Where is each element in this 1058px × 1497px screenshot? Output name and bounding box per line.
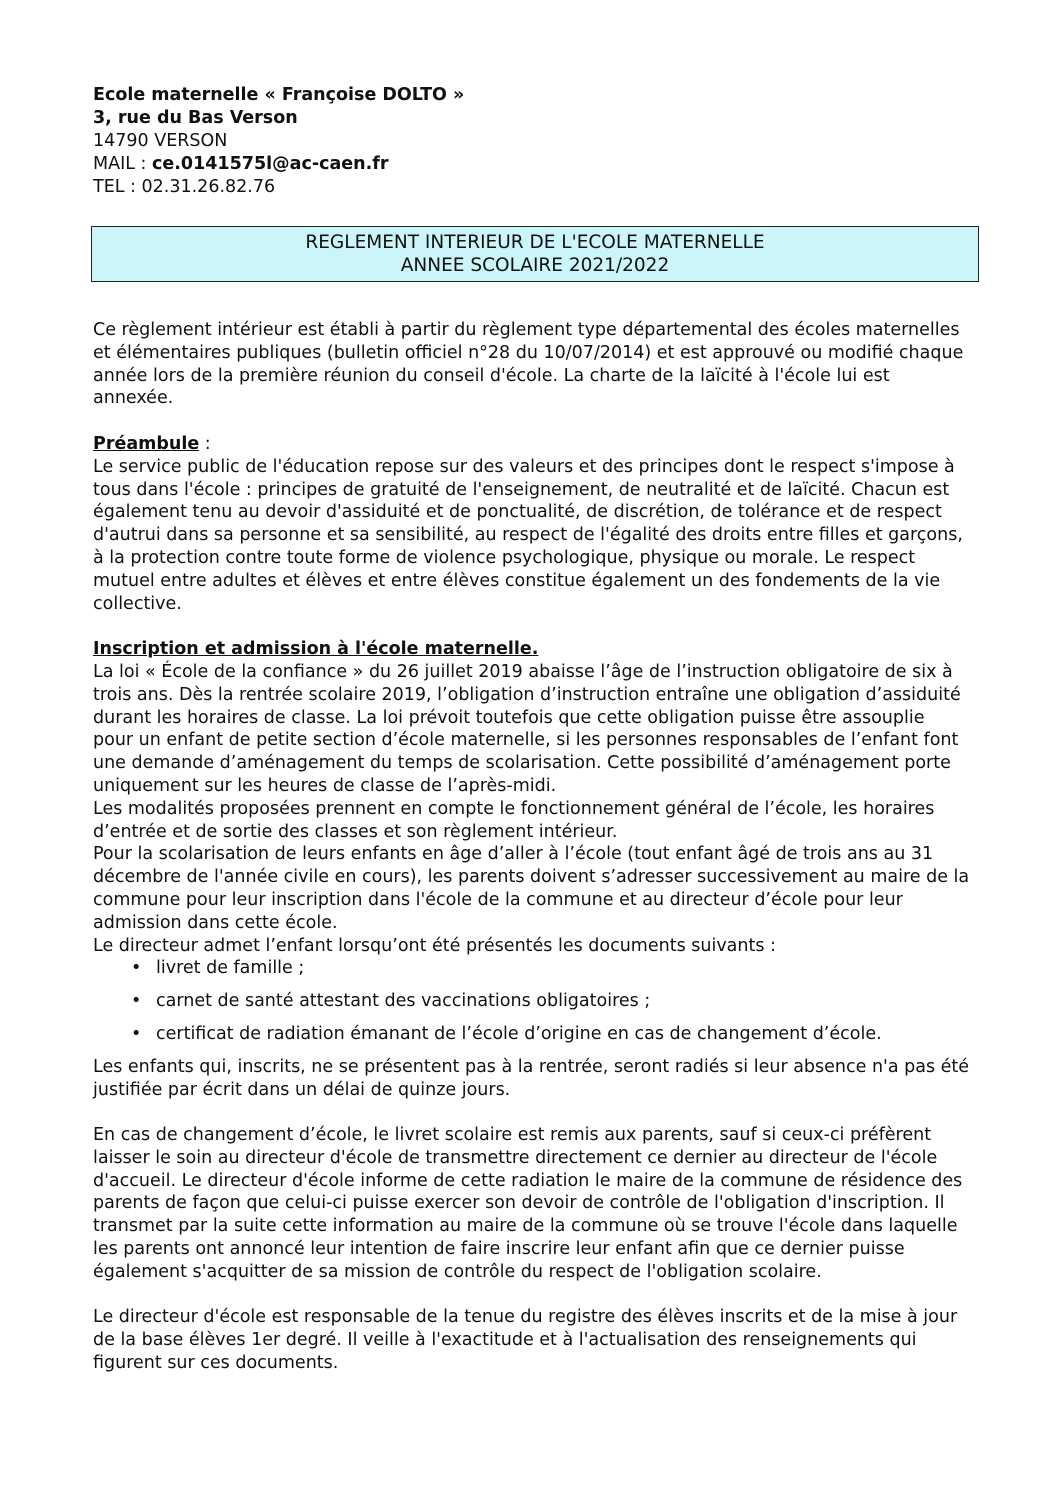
school-tel: TEL : 02.31.26.82.76 [93,177,276,197]
bullet-icon: • [131,1023,142,1044]
after-docs-line: Les enfants qui, inscrits, ne se présentent pas à la rentrée, seront radiés si leur absence n'a pas été [93,1056,970,1077]
inscription-line: La loi « École de la confiance » du 26 juillet 2019 abaisse l’âge de l’instruction obligatoire de six à [93,661,953,682]
preambule-line: Le service public de l'éducation repose sur des valeurs et des principes dont le respect s'impose à [93,456,955,477]
list-item [93,957,978,980]
document-body [93,319,978,1375]
intro-line: annexée. [93,388,174,409]
inscription-line: décembre de l'année civile en cours), les parents doivent s’adresser successivement au maire de la [93,867,970,888]
intro-line: Ce règlement intérieur est établi à partir du règlement type départemental des écoles maternelles [93,320,960,340]
preambule-heading-line [93,433,978,456]
school-header [93,84,464,199]
inscription-section [93,638,978,1375]
list-item [93,990,978,1013]
document-item-label: certificat de radiation émanant de l’école d’origine en cas de changement d’école. [156,1023,882,1044]
registre-line: Le directeur d'école est responsable de la tenue du registre des élèves inscrits et de la mise à jour [93,1307,958,1328]
inscription-line: durant les horaires de classe. La loi prévoit toutefois que cette obligation puisse être assouplie [93,707,925,728]
required-documents-list [93,957,978,1045]
changement-line: En cas de changement d’école, le livret scolaire est remis aux parents, sauf si ceux-ci préfèrent [93,1125,932,1146]
changement-line: également s'acquitter de sa mission de contrôle du respect de l'obligation scolaire. [93,1261,822,1282]
preambule-section [93,433,978,615]
preambule-heading: Préambule [93,433,200,454]
inscription-line: d’entrée et de sortie des classes et son règlement intérieur. [93,821,618,842]
school-city: 14790 VERSON [93,131,228,151]
intro-paragraph [93,319,978,410]
list-item [93,1023,978,1046]
preambule-line: à la protection contre toute forme de violence psychologique, physique ou morale. Le respect [93,547,916,568]
changement-line: d'accueil. Le directeur d'école informe de cette radiation le maire de la commune de résidence des [93,1170,963,1191]
inscription-line: Pour la scolarisation de leurs enfants en âge d’aller à l’école (tout enfant âgé de trois ans au 31 [93,844,934,865]
registre-line: de la base élèves 1er degré. Il veille à l'exactitude et à l'actualisation des renseignements qui [93,1330,917,1351]
bullet-icon: • [131,958,142,979]
bullet-icon: • [131,991,142,1012]
mail-address: ce.0141575l@ac-caen.fr [152,154,389,174]
document-title: REGLEMENT INTERIEUR DE L'ECOLE MATERNELLE [305,232,765,253]
inscription-line: uniquement sur les heures de classe de l’après-midi. [93,775,557,796]
after-docs-line: justifiée par écrit dans un délai de quinze jours. [93,1079,511,1100]
preambule-heading-suffix: : [199,433,211,454]
preambule-line: également tenu au devoir d'assiduité et de ponctualité, de discrétion, de tolérance et de respect [93,502,942,523]
inscription-line: commune pour leur inscription dans l'école de la commune et au directeur d’école pour leur [93,889,903,910]
school-name: Ecole maternelle « Françoise DOLTO » [93,85,465,105]
changement-line: parents de façon que celui-ci puisse exercer son devoir de contrôle de l'obligation d'inscription. Il [93,1193,945,1214]
preambule-line: d'autrui dans sa personne et sa sensibilité, au respect de l'égalité des droits entre filles et garçons, [93,525,963,546]
inscription-line: trois ans. Dès la rentrée scolaire 2019, l’obligation d’instruction entraîne une obligation d’assiduité [93,684,961,705]
inscription-line: admission dans cette école. [93,912,338,933]
preambule-line: tous dans l'école : principes de gratuité de l'enseignement, de neutralité et de laïcité. Chacun est [93,479,950,500]
inscription-heading: Inscription et admission à l'école maternelle. [93,639,539,660]
inscription-line: Le directeur admet l’enfant lorsqu’ont été présentés les documents suivants : [93,935,776,956]
document-item-label: livret de famille ; [156,958,305,979]
school-mail [93,153,464,176]
intro-line: année lors de la première réunion du conseil d'école. La charte de la laïcité à l'école lui est [93,365,890,386]
school-street: 3, rue du Bas Verson [93,108,298,128]
intro-line: et élémentaires publiques (bulletin officiel n°28 du 10/07/2014) et est approuvé ou modifié chaque [93,342,964,363]
inscription-line: une demande d’aménagement du temps de scolarisation. Cette possibilité d’aménagement porte [93,753,951,774]
changement-line: transmet par la suite cette information au maire de la commune où se trouve l'école dans laquelle [93,1216,958,1237]
inscription-line: pour un enfant de petite section d’école maternelle, si les personnes responsables de l’enfant font [93,730,959,751]
registre-line: figurent sur ces documents. [93,1353,339,1374]
inscription-line: Les modalités proposées prennent en compte le fonctionnement général de l’école, les horaires [93,798,935,819]
mail-label: MAIL : [93,154,153,174]
preambule-line: mutuel entre adultes et élèves et entre élèves constitue également un des fondements de la vie [93,570,941,591]
preambule-line: collective. [93,593,182,614]
document-item-label: carnet de santé attestant des vaccinations obligatoires ; [156,991,651,1012]
document-subtitle: ANNEE SCOLAIRE 2021/2022 [400,255,670,276]
changement-line: les parents ont annoncé leur intention de faire inscrire leur enfant afin que ce dernier puisse [93,1239,905,1260]
document-title-box [91,226,979,282]
changement-line: laisser le soin au directeur d'école de transmettre directement ce dernier au directeur de l'école [93,1147,938,1168]
